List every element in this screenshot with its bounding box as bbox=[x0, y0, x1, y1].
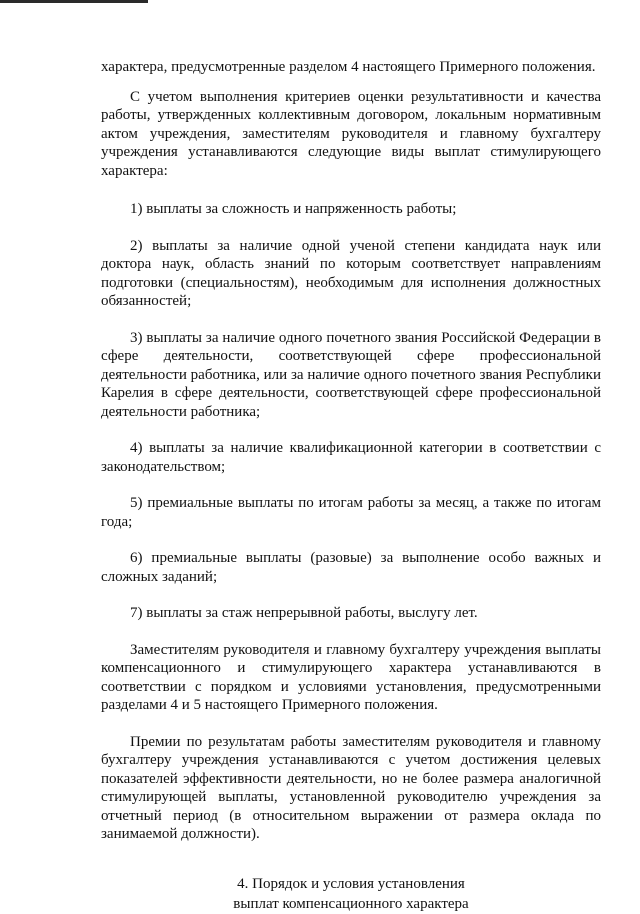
section-heading-line2: выплат компенсационного характера bbox=[233, 895, 469, 912]
paragraph-deputies-payments: Заместителям руководителя и главному бухгалтеру учреждения выплаты компенсационного и стимулирующего характера устанавливаются в соответствии с порядком и условиями установления, предусмотренными разделами 4 и 5 настоящего Примерного положения. bbox=[101, 641, 601, 713]
paragraph-bonuses: Премии по результатам работы заместителям руководителя и главному бухгалтеру учреждения устанавливаются с учетом достижения целевых показателей эффективности деятельности, но не более размера аналогичной стимулирующей выплаты, установленной руководителю учреждения за отчетный период (в относительном выражении от размера оклада по занимаемой должности). bbox=[101, 733, 601, 842]
list-item-6: 6) премиальные выплаты (разовые) за выполнение особо важных и сложных заданий; bbox=[101, 550, 601, 585]
document-body bbox=[101, 58, 601, 914]
paragraph-continuation: характера, предусмотренные разделом 4 настоящего Примерного положения. bbox=[101, 59, 596, 75]
top-edge-line bbox=[0, 0, 148, 3]
section-heading bbox=[101, 874, 601, 914]
list-item-3: 3) выплаты за наличие одного почетного звания Российской Федерации в сфере деятельности, соответствующей сфере профессиональной деятельности работника, или за наличие одного почетного звания Республики Карелия в сфере деятельности, соответствующей сфере профессиональной деятельности работника; bbox=[101, 329, 601, 420]
paragraph-intro: С учетом выполнения критериев оценки результативности и качества работы, утвержденных коллективным договором, локальным нормативным актом учреждения, заместителям руководителя и главному бухгалтеру учреждения устанавливаются следующие виды выплат стимулирующего характера: bbox=[101, 88, 601, 179]
list-item-4: 4) выплаты за наличие квалификационной категории в соответствии с законодательством; bbox=[101, 440, 601, 475]
list-item-5: 5) премиальные выплаты по итогам работы за месяц, а также по итогам года; bbox=[101, 495, 601, 530]
section-heading-line1: 4. Порядок и условия установления bbox=[237, 875, 465, 892]
list-item-1: 1) выплаты за сложность и напряженность работы; bbox=[130, 201, 457, 217]
list-item-7: 7) выплаты за стаж непрерывной работы, выслугу лет. bbox=[130, 605, 478, 621]
list-item-2: 2) выплаты за наличие одной ученой степени кандидата наук или доктора наук, область знаний по которым соответствует направлениям подготовки (специальностям), необходимым для исполнения должностных обязанностей; bbox=[101, 237, 601, 309]
